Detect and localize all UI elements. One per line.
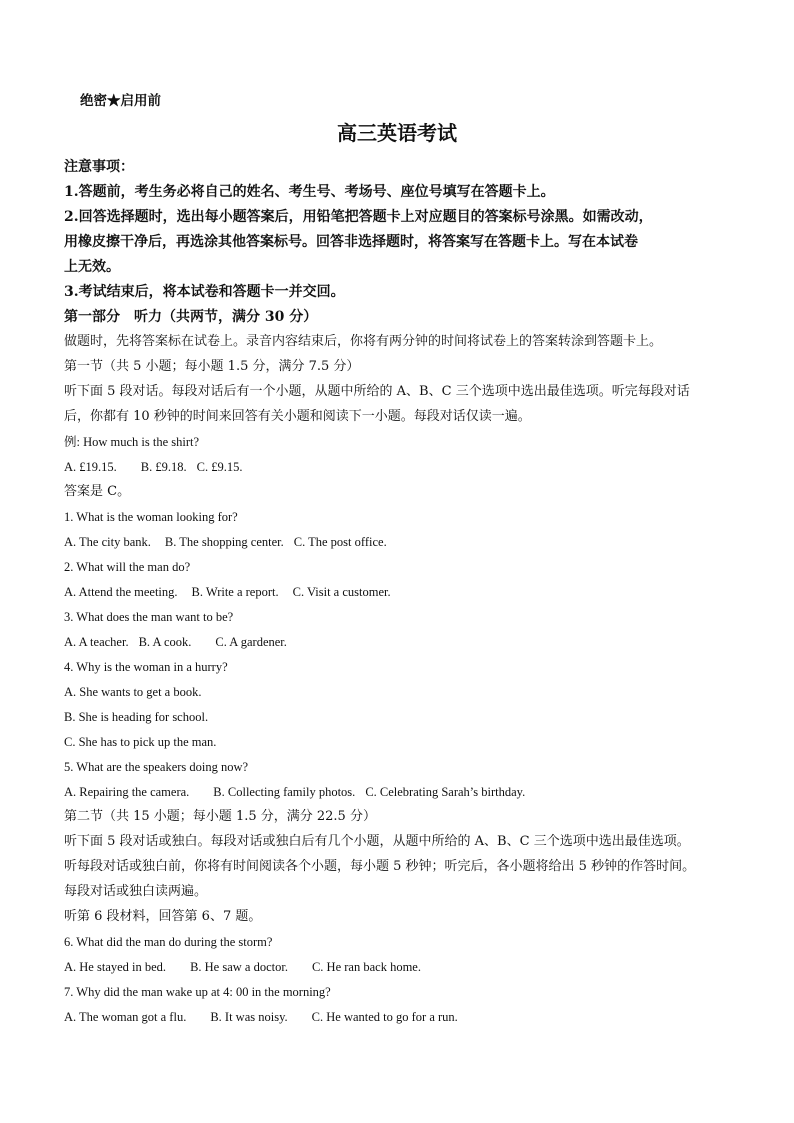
question-1-option-a: A. The city bank. [64,535,151,549]
section2-heading: 第二节（共 15 小题；每小题 1.5 分，满分 22.5 分） [64,809,376,824]
question-7-option-b: B. It was noisy. [210,1010,288,1024]
question-3-option-a: A. A teacher. [64,635,129,649]
section1-directions-line-2: 后，你都有 10 秒钟的时间来回答有关小题和阅读下一小题。每段对话仅读一遍。 [64,409,531,424]
question-5-stem: 5. What are the speakers doing now? [64,760,249,774]
question-4-option-c: C. She has to pick up the man. [64,735,217,749]
section2-directions-line-1: 听下面 5 段对话或独白。每段对话或独白后有几个小题，从题中所给的 A、B、C 三个选项中选出最佳选项。 [64,834,690,849]
example-question: 例: How much is the shirt? [64,435,200,449]
notice-item-3: 3.考试结束后，将本试卷和答题卡一并交回。 [64,284,345,300]
notice-item-2-line-1: 2.回答选择题时，选出每小题答案后，用铅笔把答题卡上对应题目的答案标号涂黑。如需改动， [64,209,653,225]
question-5-options [64,784,525,800]
question-4-option-b: B. She is heading for school. [64,710,209,724]
example-option-c: C. £9.15. [196,460,243,474]
question-3-option-c: C. A gardener. [215,635,287,649]
question-2-option-c: C. Visit a customer. [292,585,391,599]
notice-heading: 注意事项： [64,159,134,175]
question-5-option-c: C. Celebrating Sarah’s birthday. [365,785,526,799]
example-option-b: B. £9.18. [140,460,187,474]
question-6-options [64,959,421,975]
question-4-option-a: A. She wants to get a book. [64,685,202,699]
question-1-option-c: C. The post office. [293,535,387,549]
question-2-option-a: A. Attend the meeting. [64,585,178,599]
section2-directions-line-3: 每段对话或独白读两遍。 [64,884,208,899]
question-7-options [64,1009,458,1025]
question-1-stem: 1. What is the woman looking for? [64,510,238,524]
question-6-option-c: C. He ran back home. [311,960,421,974]
question-6-stem: 6. What did the man do during the storm? [64,935,273,949]
question-7-option-a: A. The woman got a flu. [64,1010,187,1024]
question-6-option-a: A. He stayed in bed. [64,960,167,974]
example-answer: 答案是 C。 [64,484,131,499]
question-3-option-b: B. A cook. [138,635,192,649]
question-3-stem: 3. What does the man want to be? [64,610,234,624]
notice-item-2-line-2: 用橡皮擦干净后，再选涂其他答案标号。回答非选择题时，将答案写在答题卡上。写在本试卷 [64,234,638,250]
notice-item-1: 1.答题前，考生务必将自己的姓名、考生号、考场号、座位号填写在答题卡上。 [64,184,555,200]
question-4-stem: 4. Why is the woman in a hurry? [64,660,228,674]
example-option-a: A. £19.15. [64,460,117,474]
part1-heading: 第一部分 听力（共两节，满分 30 分） [64,309,318,325]
section2-directions-line-2: 听每段对话或独白前，你将有时间阅读各个小题，每小题 5 秒钟；听完后，各小题将给出 5 秒钟的作答时间。 [64,859,696,874]
question-2-option-b: B. Write a report. [191,585,279,599]
example-options [64,459,242,475]
question-3-options [64,634,287,650]
question-7-stem: 7. Why did the man wake up at 4: 00 in the morning? [64,985,331,999]
page-title: 高三英语考试 [337,121,457,145]
material-6-instruction: 听第 6 段材料，回答第 6、7 题。 [64,909,262,924]
question-5-option-b: B. Collecting family photos. [213,785,356,799]
question-7-option-c: C. He wanted to go for a run. [311,1010,458,1024]
question-6-option-b: B. He saw a doctor. [190,960,288,974]
notice-item-2-line-3: 上无效。 [64,259,120,275]
part1-intro: 做题时，先将答案标在试卷上。录音内容结束后，你将有两分钟的时间将试卷上的答案转涂到答题卡上。 [64,334,663,349]
confidential-mark: 绝密★启用前 [80,93,161,109]
section1-heading: 第一节（共 5 小题；每小题 1.5 分，满分 7.5 分） [64,359,360,374]
question-1-option-b: B. The shopping center. [164,535,284,549]
question-5-option-a: A. Repairing the camera. [64,785,190,799]
question-1-options [64,534,387,550]
question-2-stem: 2. What will the man do? [64,560,191,574]
section1-directions-line-1: 听下面 5 段对话。每段对话后有一个小题，从题中所给的 A、B、C 三个选项中选出最佳选项。听完每段对话 [64,384,690,399]
question-2-options [64,584,391,600]
